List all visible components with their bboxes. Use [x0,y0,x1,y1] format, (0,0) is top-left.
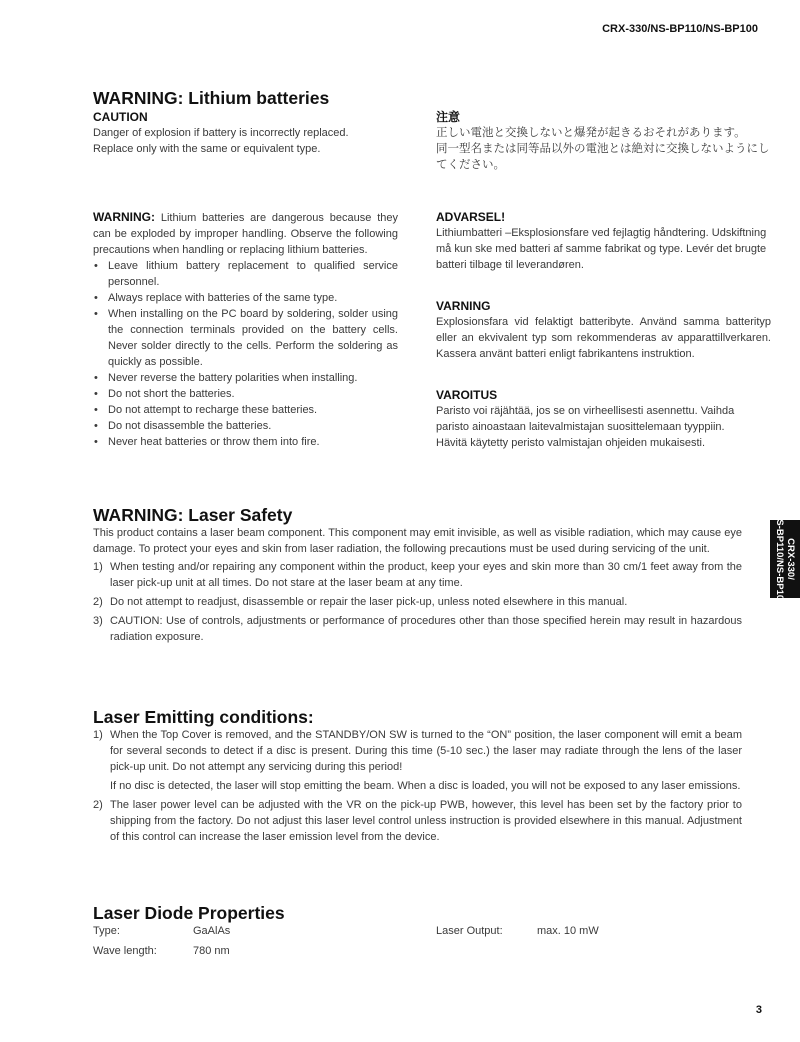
diode-title: Laser Diode Properties [93,903,285,923]
jp-heading: 注意 [436,110,461,124]
list-item: 1) When testing and/or repairing any component within the product, keep your eyes and skin more than 30 cm/1 feet away from the laser pick-up unit at all times. Do not stare at the laser beam at any time. [93,561,742,589]
output-value: max. 10 mW [537,925,599,937]
type-value: GaAlAs [193,925,231,937]
list-item: • Do not attempt to recharge these batteries. [93,402,398,418]
danish-heading: ADVARSEL! [436,210,506,224]
laser-safety-list [93,559,742,645]
list-item: 2) Do not attempt to readjust, disassemble or repair the laser pick-up, unless noted elsewhere in this manual. [93,596,628,608]
precaution-list [93,258,398,450]
list-item: • When installing on the PC board by soldering, solder using the connection terminals provided on the battery cells. Never solder directly to the cells. Perform the soldering as quickly as possible. [93,306,398,370]
danish-text: Lithiumbatteri –Eksplosionsfare ved fejlagtig håndtering. Udskiftning må kun ske med batteri af samme fabrikat og type. Levér det brugte batteri tilbage til leverandøren. [436,227,767,271]
jp-text-2: 同一型名または同等品以外の電池とは絶対に交換しないようにしてください。 [436,143,770,171]
wave-value: 780 nm [193,945,230,957]
list-item: • Leave lithium battery replacement to qualified service personnel. [93,258,398,290]
list-item: • Do not disassemble the batteries. [93,418,398,434]
warning-label: WARNING: [93,210,155,224]
list-item: • Never heat batteries or throw them into fire. [93,434,398,450]
list-item: • Always replace with batteries of the same type. [93,290,398,306]
swedish-text: Explosionsfara vid felaktigt batteribyte. Använd samma batterityp eller an ekvivalent typ som rekommenderas av apparattillverkaren. Kassera använt batteri enligt fabrikantens instruktion. [436,316,771,360]
finnish-text: Paristo voi räjähtää, jos se on virheellisesti asennettu. Vaihda paristo ainoastaan laitevalmistajan suosittelemaan tyyppiin. Hävitä käytetty peristo valmistajan ohjeiden mukaisesti. [436,405,735,449]
warning-text: Lithium batteries are dangerous because they can be exploded by improper handling. Observe the following precautions when handling or replacing lithium batteries. [93,212,398,256]
laser-safety-intro: This product contains a laser beam component. This component may emit invisible, as well as visible radiation, which may cause eye damage. To protect your eyes and skin from laser radiation, the following precautions must be used during servicing of the unit. [93,527,742,555]
jp-text-1: 正しい電池と交換しないと爆発が起きるおそれがあります。 [436,127,746,139]
finnish-heading: VAROITUS [436,388,498,402]
list-item: • Never reverse the battery polarities when installing. [93,370,398,386]
output-label: Laser Output: [436,925,503,937]
document-model-header: CRX-330/NS-BP110/NS-BP100 [602,23,758,35]
list-item: • Do not short the batteries. [93,386,398,402]
emitting-list [93,727,742,845]
caution-text: Danger of explosion if battery is incorrectly replaced. Replace only with the same or equivalent type. [93,127,349,155]
swedish-heading: VARNING [436,299,491,313]
emitting-body [93,727,742,848]
list-item: 3) CAUTION: Use of controls, adjustments or performance of procedures other than those specified herein may result in hazardous radiation exposure. [93,615,742,643]
lithium-title: WARNING: Lithium batteries [93,88,330,108]
nordic-warnings [436,209,771,451]
jp-text [436,125,771,173]
side-index-tab: CRX-330/ NS-BP110/NS-BP100 [770,520,800,598]
caution-heading: CAUTION [93,110,148,124]
wave-label: Wave length: [93,945,157,957]
page-number: 3 [755,1004,762,1016]
list-item: 1) When the Top Cover is removed, and the STANDBY/ON SW is turned to the “ON” position, the laser component will emit a beam for several seconds to detect if a disc is present. During this time (5-10 sec.) the laser may radiate through the lens of the laser pick-up unit. Do not attempt any servicing during this period! If no disc is detected, the laser will stop emitting the beam. When a disc is loaded, you will not be exposed to any laser emissions. [93,729,742,792]
diode-properties [93,923,599,959]
list-item: 2) The laser power level can be adjusted with the VR on the pick-up PWB, however, this level has been set by the factory prior to shipping from the factory. Do not adjust this laser level control unless instruction is provided elsewhere in this manual. Adjustment of this control can increase the laser emission level from the device. [93,799,742,843]
laser-safety-title: WARNING: Laser Safety [93,505,293,525]
laser-safety-body [93,525,742,648]
type-label: Type: [93,925,120,937]
lithium-warning-block [93,209,398,450]
emitting-title: Laser Emitting conditions: [93,707,314,727]
